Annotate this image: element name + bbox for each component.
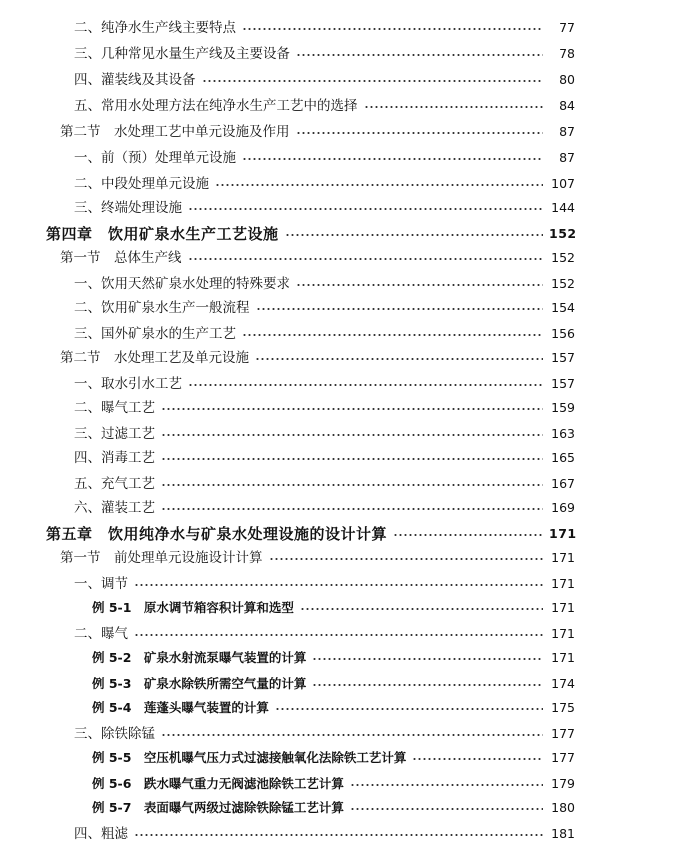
toc-page-number: 171 <box>549 526 577 541</box>
dot-leader <box>393 532 543 538</box>
toc-page-number: 171 <box>551 600 575 615</box>
toc-entry-label: 四、消毒工艺 <box>74 450 155 466</box>
toc-entry-section <box>60 246 575 266</box>
toc-entry-example <box>92 746 575 766</box>
toc-entry-label: 一、前（预）处理单元设施 <box>74 150 236 166</box>
toc-page-number: 77 <box>559 20 575 35</box>
toc-entry-label: 例 5-4 莲蓬头曝气装置的计算 <box>92 700 269 715</box>
toc-entry-label: 四、粗滤 <box>74 826 128 842</box>
toc-entry-example <box>92 672 575 692</box>
toc-page-number: 174 <box>551 676 575 691</box>
dot-leader <box>364 104 544 110</box>
toc-entry <box>74 172 575 192</box>
toc-page-number: 163 <box>551 426 575 441</box>
toc-entry-example <box>92 772 575 792</box>
toc-entry-label: 二、中段处理单元设施 <box>74 176 209 192</box>
toc-entry-label: 三、过滤工艺 <box>74 426 155 442</box>
toc-entry <box>74 146 575 166</box>
toc-page-number: 152 <box>551 250 575 265</box>
dot-leader <box>350 782 543 788</box>
toc-entry-section <box>60 120 575 140</box>
toc-page-number: 171 <box>551 626 575 641</box>
toc-entry-label: 第一节 前处理单元设施设计计算 <box>60 550 263 566</box>
toc-entry-label: 例 5-2 矿泉水射流泵曝气装置的计算 <box>92 650 307 665</box>
toc-entry-chapter <box>46 522 575 542</box>
toc-entry-label: 例 5-1 原水调节箱容积计算和选型 <box>92 600 294 615</box>
dot-leader <box>275 706 543 712</box>
dot-leader <box>300 606 543 612</box>
toc-page-number: 171 <box>551 650 575 665</box>
toc-entry-label: 第五章 饮用纯净水与矿泉水处理设施的设计计算 <box>46 525 388 543</box>
toc-entry-label: 五、充气工艺 <box>74 476 155 492</box>
dot-leader <box>256 306 544 312</box>
dot-leader <box>161 482 543 488</box>
toc-page-number: 87 <box>559 150 575 165</box>
toc-entry <box>74 396 575 416</box>
dot-leader <box>215 182 543 188</box>
toc-entry-example <box>92 646 575 666</box>
toc-entry-label: 四、灌装线及其设备 <box>74 72 196 88</box>
toc-entry <box>74 94 575 114</box>
toc-entry <box>74 296 575 316</box>
toc-page-number: 84 <box>559 98 575 113</box>
toc-page-number: 169 <box>551 500 575 515</box>
dot-leader <box>255 356 543 362</box>
toc-entry-label: 例 5-7 表面曝气两级过滤除铁除锰工艺计算 <box>92 800 344 815</box>
toc-page-number: 159 <box>551 400 575 415</box>
toc-entry <box>74 42 575 62</box>
toc-entry-example <box>92 796 575 816</box>
dot-leader <box>134 632 543 638</box>
toc-page-number: 171 <box>551 576 575 591</box>
toc-entry-label: 三、几种常见水量生产线及主要设备 <box>74 46 290 62</box>
dot-leader <box>242 156 543 162</box>
dot-leader <box>412 756 543 762</box>
toc-entry <box>74 822 575 842</box>
dot-leader <box>188 382 543 388</box>
toc-page-number: 165 <box>551 450 575 465</box>
toc-entry <box>74 446 575 466</box>
dot-leader <box>188 256 544 262</box>
toc-entry <box>74 722 575 742</box>
dot-leader <box>188 206 543 212</box>
dot-leader <box>242 332 543 338</box>
toc-entry-label: 三、除铁除锰 <box>74 726 155 742</box>
dot-leader <box>269 556 544 562</box>
toc-entry <box>74 196 575 216</box>
toc-entry-label: 三、终端处理设施 <box>74 200 182 216</box>
dot-leader <box>296 282 543 288</box>
toc-entry <box>74 322 575 342</box>
toc-entry-label: 第二节 水处理工艺中单元设施及作用 <box>60 124 290 140</box>
toc-entry-section <box>60 546 575 566</box>
dot-leader <box>242 26 543 32</box>
toc-entry <box>74 16 575 36</box>
toc-entry <box>74 472 575 492</box>
toc-entry <box>74 622 575 642</box>
toc-page-number: 181 <box>551 826 575 841</box>
toc-entry-example <box>92 596 575 616</box>
toc-page-number: 156 <box>551 326 575 341</box>
dot-leader <box>202 78 544 84</box>
toc-entry-label: 一、饮用天然矿泉水处理的特殊要求 <box>74 276 290 292</box>
toc-entry-label: 一、取水引水工艺 <box>74 376 182 392</box>
toc-entry-example <box>92 696 575 716</box>
toc-entry-label: 例 5-5 空压机曝气压力式过滤接触氧化法除铁工艺计算 <box>92 750 407 765</box>
toc-page-number: 87 <box>559 124 575 139</box>
toc-page-number: 80 <box>559 72 575 87</box>
toc-page-number: 152 <box>549 226 577 241</box>
toc-entry-label: 二、曝气 <box>74 626 128 642</box>
toc-page-number: 78 <box>559 46 575 61</box>
toc-entry-section <box>60 346 575 366</box>
toc-page-number: 157 <box>551 376 575 391</box>
dot-leader <box>161 732 543 738</box>
toc-entry-label: 第四章 饮用矿泉水生产工艺设施 <box>46 225 279 243</box>
dot-leader <box>161 432 543 438</box>
toc-page-number: 177 <box>551 726 575 741</box>
toc-page-number: 179 <box>551 776 575 791</box>
dot-leader <box>312 682 543 688</box>
toc-entry <box>74 272 575 292</box>
toc-entry-label: 第一节 总体生产线 <box>60 250 182 266</box>
dot-leader <box>285 232 543 238</box>
toc-entry-chapter <box>46 222 575 242</box>
toc-page-number: 171 <box>551 550 575 565</box>
toc-entry <box>74 422 575 442</box>
toc-entry-label: 三、国外矿泉水的生产工艺 <box>74 326 236 342</box>
dot-leader <box>350 806 543 812</box>
dot-leader <box>134 582 543 588</box>
toc-entry-label: 例 5-3 矿泉水除铁所需空气量的计算 <box>92 676 307 691</box>
toc-entry-label: 二、纯净水生产线主要特点 <box>74 20 236 36</box>
toc-entry-label: 二、曝气工艺 <box>74 400 155 416</box>
toc-page-number: 167 <box>551 476 575 491</box>
toc-page-number: 144 <box>551 200 575 215</box>
toc-entry-label: 二、饮用矿泉水生产一般流程 <box>74 300 250 316</box>
toc-page-number: 177 <box>551 750 575 765</box>
dot-leader <box>161 406 543 412</box>
toc-page-number: 154 <box>551 300 575 315</box>
dot-leader <box>312 656 543 662</box>
toc-page-number: 157 <box>551 350 575 365</box>
toc-page-number: 107 <box>551 176 575 191</box>
dot-leader <box>134 832 543 838</box>
dot-leader <box>161 506 543 512</box>
toc-entry-label: 第二节 水处理工艺及单元设施 <box>60 350 249 366</box>
toc-page-number: 175 <box>551 700 575 715</box>
toc-entry <box>74 372 575 392</box>
toc-entry <box>74 496 575 516</box>
dot-leader <box>296 52 543 58</box>
toc-entry-label: 一、调节 <box>74 576 128 592</box>
toc-page-number: 180 <box>551 800 575 815</box>
toc-page-number: 152 <box>551 276 575 291</box>
toc-entry-label: 六、灌装工艺 <box>74 500 155 516</box>
dot-leader <box>161 456 543 462</box>
toc-entry <box>74 572 575 592</box>
toc-entry-label: 五、常用水处理方法在纯净水生产工艺中的选择 <box>74 98 358 114</box>
toc-entry <box>74 68 575 88</box>
toc-entry-label: 例 5-6 跌水曝气重力无阀滤池除铁工艺计算 <box>92 776 344 791</box>
dot-leader <box>296 130 544 136</box>
